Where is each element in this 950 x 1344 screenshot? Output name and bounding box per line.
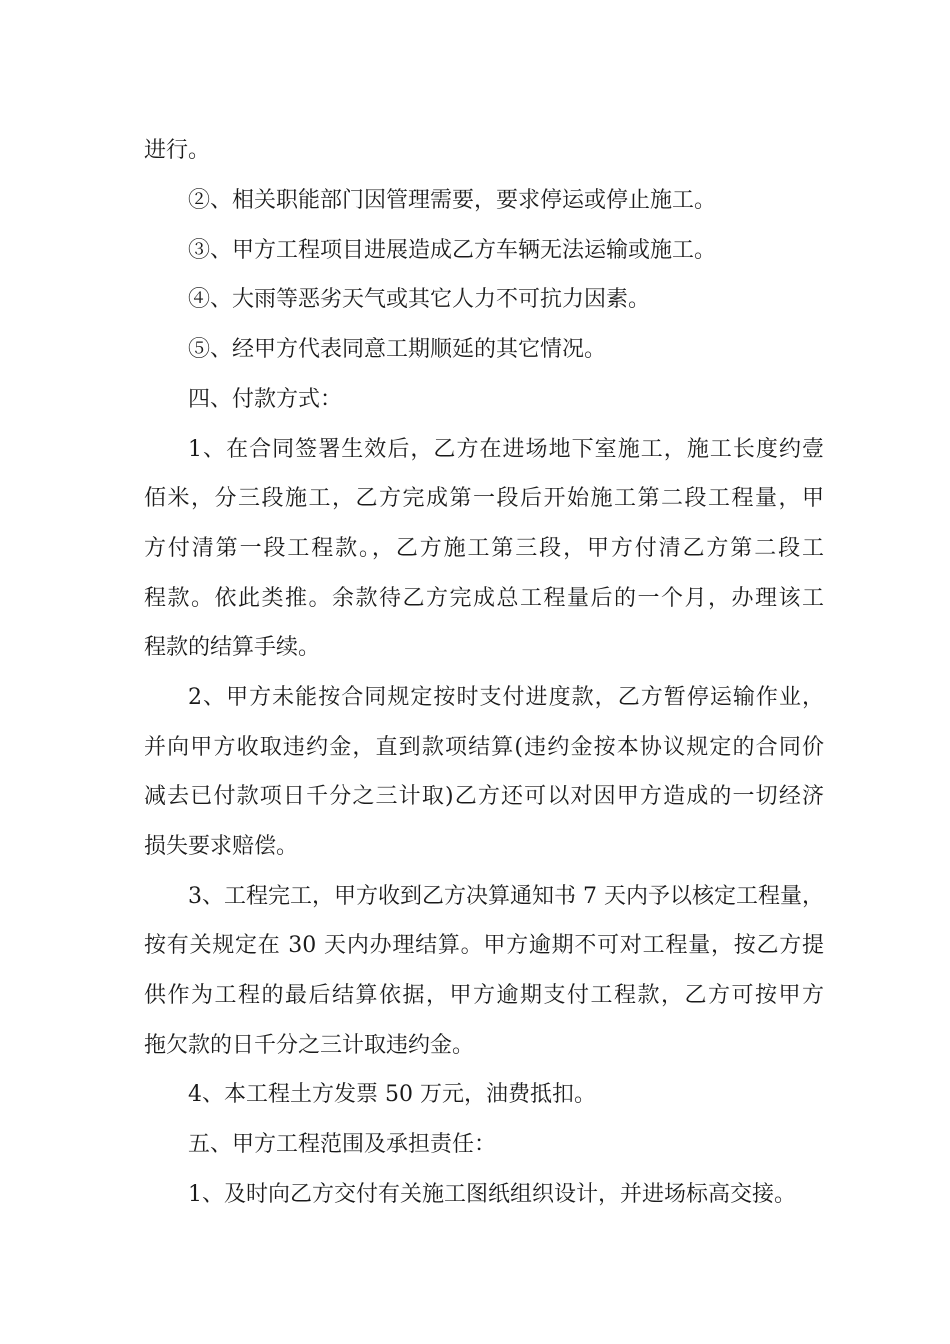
paragraph-line: ③、甲方工程项目进展造成乙方车辆无法运输或施工。 [188, 238, 717, 263]
paragraph-line: 进行。 [144, 138, 211, 163]
paragraph-line: 程款的结算手续。 [144, 635, 321, 660]
paragraph-line: 并向甲方收取违约金，直到款项结算(违约金按本协议规定的合同价 [144, 735, 824, 760]
section-heading: 五、甲方工程范围及承担责任： [188, 1132, 497, 1157]
paragraph-line: ④、大雨等恶劣天气或其它人力不可抗力因素。 [188, 287, 651, 312]
section-heading: 四、付款方式： [188, 387, 343, 412]
paragraph-line: 方付清第一段工程款。，乙方施工第三段，甲方付清乙方第二段工 [144, 536, 824, 561]
paragraph-line: 供作为工程的最后结算依据，甲方逾期支付工程款，乙方可按甲方 [144, 983, 824, 1008]
paragraph-line: 拖欠款的日千分之三计取违约金。 [144, 1033, 475, 1058]
paragraph-line: 佰米，分三段施工，乙方完成第一段后开始施工第二段工程量，甲 [144, 486, 824, 511]
paragraph-line: 程款。依此类推。余款待乙方完成总工程量后的一个月，办理该工 [144, 586, 824, 611]
paragraph-line: ⑤、经甲方代表同意工期顺延的其它情况。 [188, 337, 607, 362]
paragraph-line: 1、及时向乙方交付有关施工图纸组织设计，并进场标高交接。 [188, 1182, 796, 1207]
paragraph-line: 减去已付款项日千分之三计取)乙方还可以对因甲方造成的一切经济 [144, 784, 824, 809]
paragraph-line: 损失要求赔偿。 [144, 834, 299, 859]
paragraph-line: 4、本工程土方发票 50 万元，油费抵扣。 [188, 1082, 596, 1107]
paragraph-line: 1、在合同签署生效后，乙方在进场地下室施工，施工长度约壹 [188, 437, 824, 462]
paragraph-line: 3、工程完工，甲方收到乙方决算通知书 7 天内予以核定工程量， [188, 884, 824, 909]
paragraph-line: 2、甲方未能按合同规定按时支付进度款，乙方暂停运输作业， [188, 685, 824, 710]
paragraph-line: ②、相关职能部门因管理需要，要求停运或停止施工。 [188, 188, 717, 213]
paragraph-line: 按有关规定在 30 天内办理结算。甲方逾期不可对工程量，按乙方提 [144, 933, 824, 958]
